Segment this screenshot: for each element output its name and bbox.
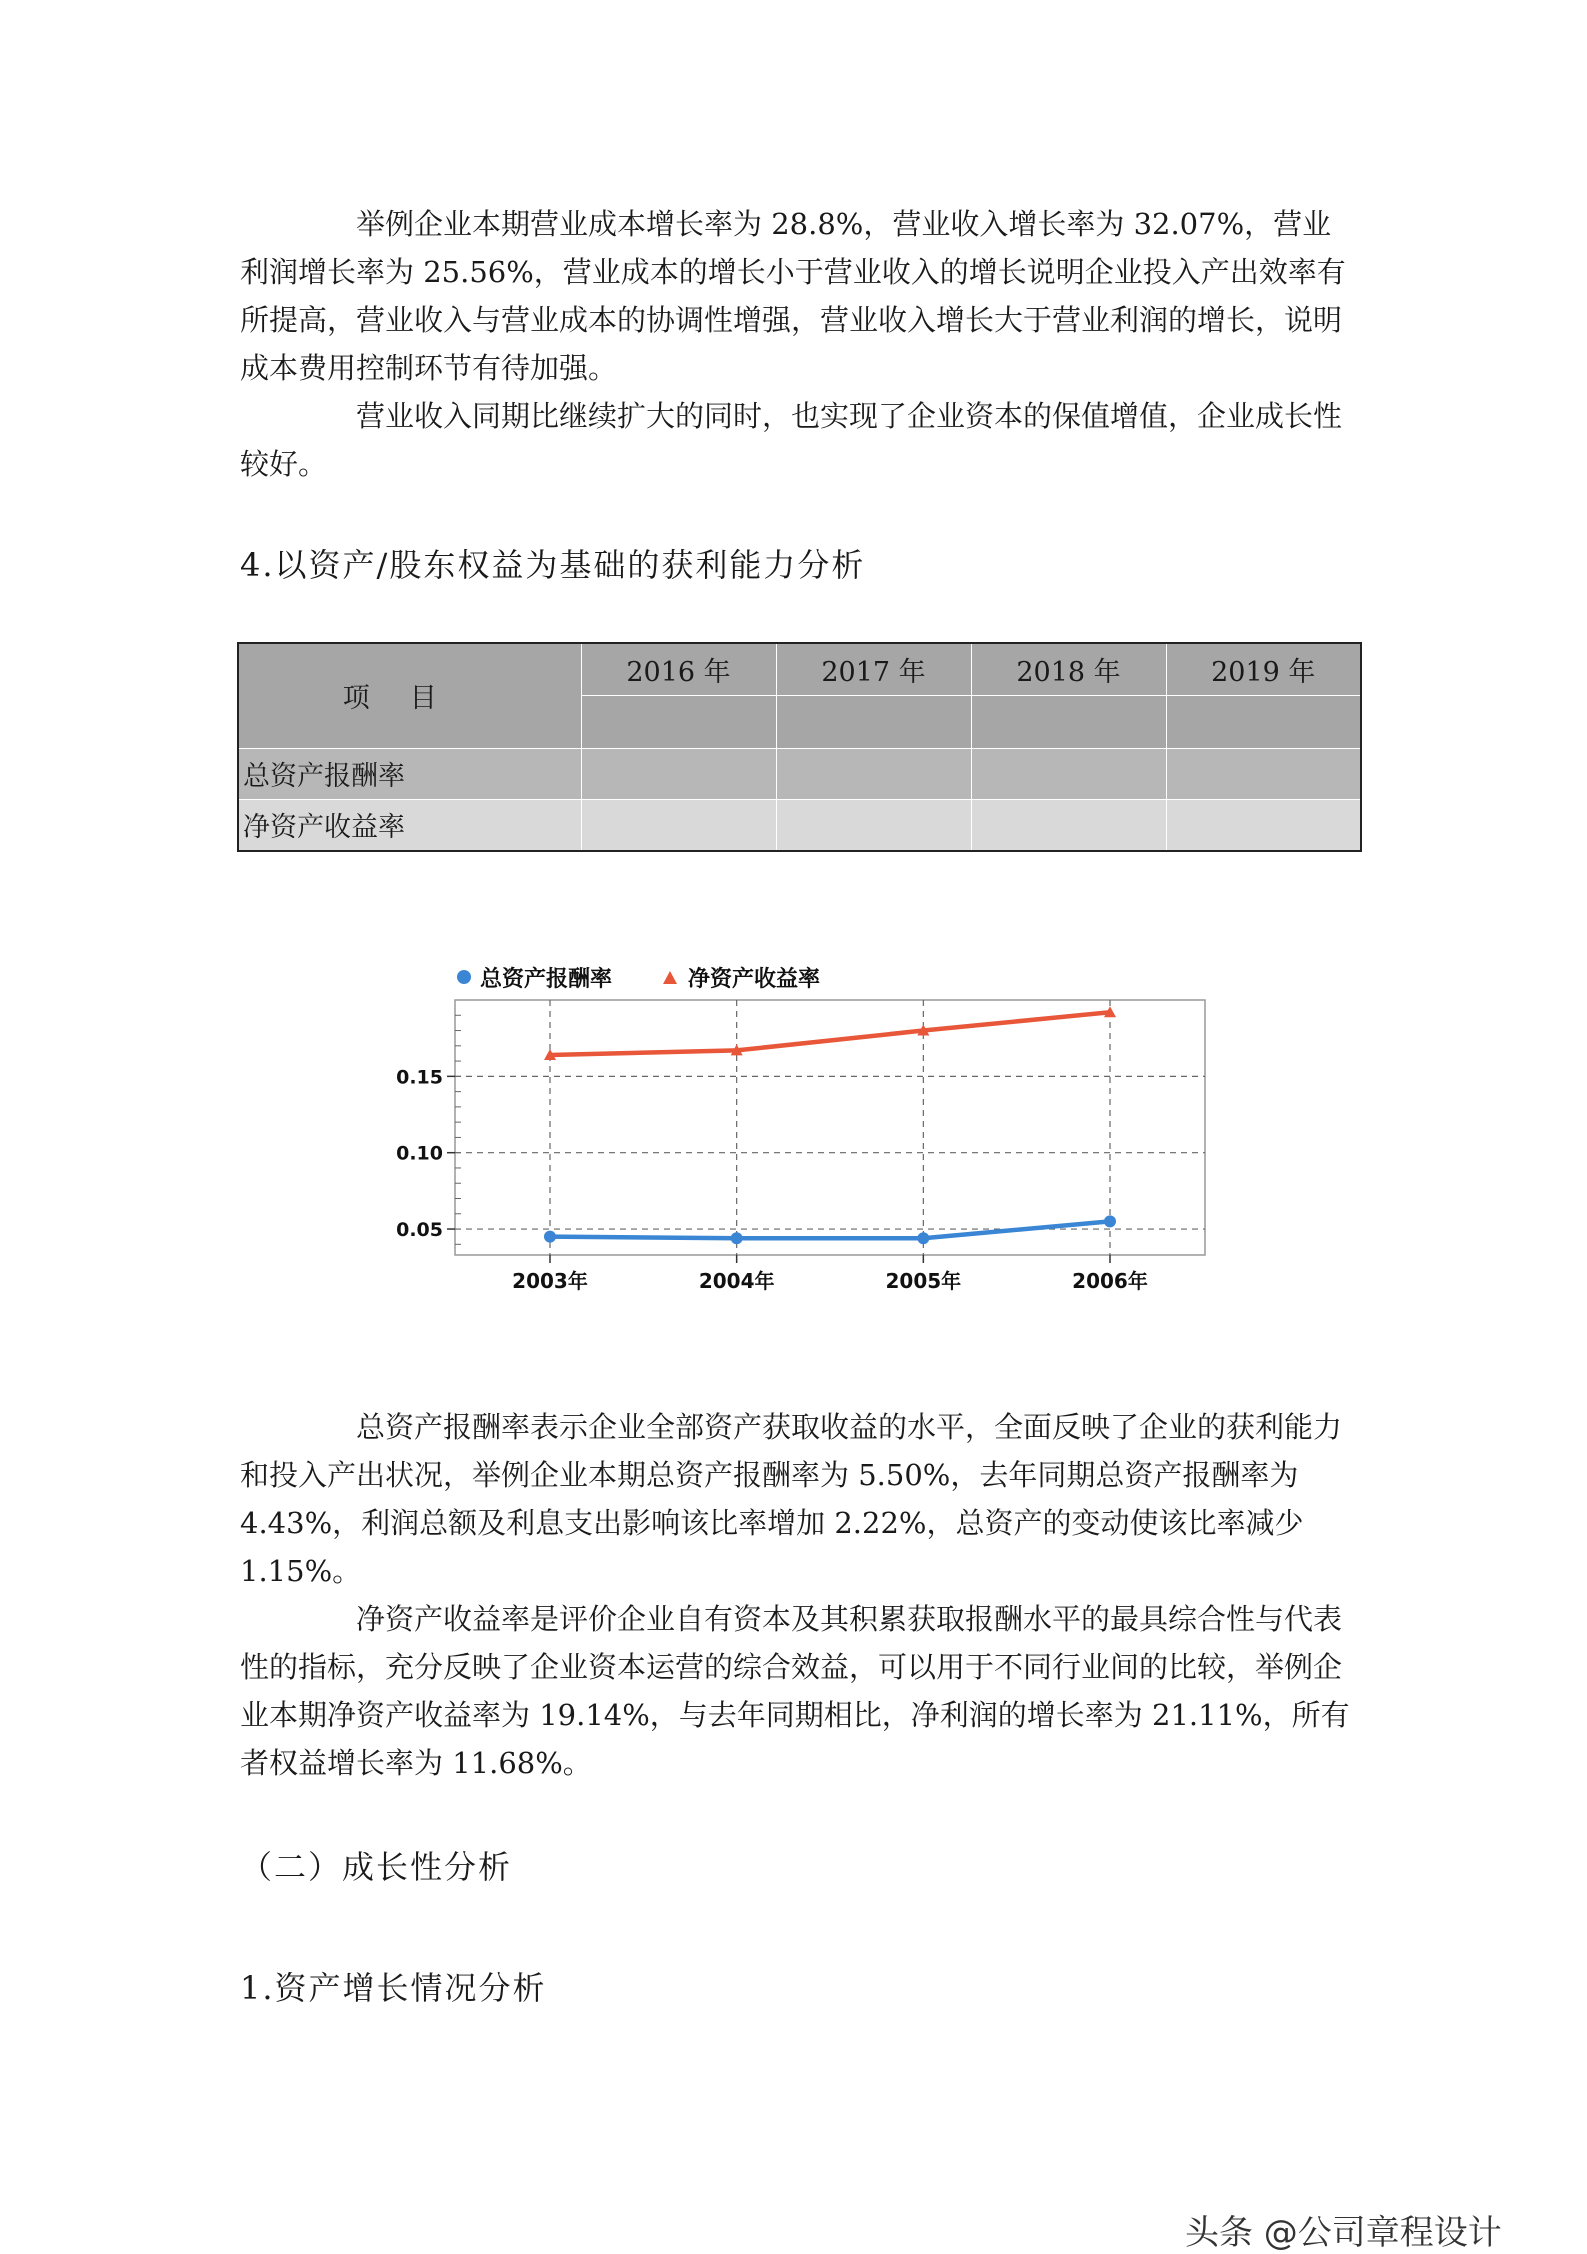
table-cell	[581, 748, 776, 799]
table-cell	[971, 748, 1166, 799]
watermark: 头条 @公司章程设计	[1185, 2213, 1502, 2253]
y-tick-label: 0.10	[396, 1142, 443, 1165]
table-cell	[971, 799, 1166, 851]
series-line-1	[550, 1221, 1110, 1238]
table-cell	[776, 696, 971, 749]
paragraph-roe	[240, 1595, 1360, 1787]
paragraph-text: 举例企业本期营业成本增长率为 28.8%，营业收入增长率为 32.07%，营业利润增长率为 25.56%，营业成本的增长小于营业收入的增长说明企业投入产出效率有所提高，营业收入与营业成本的协调性增强，营业收入增长大于营业利润的增长，说明成本费用控制环节有待加强。	[240, 207, 1346, 385]
profitability-line-chart	[380, 945, 1230, 1325]
table-cell	[776, 748, 971, 799]
table-row	[238, 748, 1361, 799]
paragraph-cost-growth	[240, 200, 1360, 392]
table-cell	[581, 696, 776, 749]
legend-label-roe: 净资产收益率	[688, 967, 821, 992]
data-point	[544, 1231, 556, 1243]
legend-label-total-asset: 总资产报酬率	[480, 967, 613, 992]
table-row	[238, 799, 1361, 851]
paragraph-revenue-expansion	[240, 392, 1360, 488]
table-header-year: 2016 年	[581, 643, 776, 696]
data-point	[917, 1232, 929, 1244]
x-tick-label: 2004年	[698, 1269, 775, 1293]
legend-marker-roe	[663, 971, 677, 984]
paragraph-text: 净资产收益率是评价企业自有资本及其积累获取报酬水平的最具综合性与代表性的指标，充分反映了企业资本运营的综合效益，可以用于不同行业间的比较，举例企业本期净资产收益率为 19.14%，与去年同期相比，净利润的增长率为 21.11%，所有者权益增长率为 11.68%。	[240, 1602, 1350, 1780]
table-cell	[971, 696, 1166, 749]
section-heading-profitability: 4.以资产/股东权益为基础的获利能力分析	[240, 546, 866, 584]
section-heading-asset-growth: 1.资产增长情况分析	[240, 1969, 547, 2007]
x-tick-label: 2005年	[885, 1269, 962, 1293]
table-header-year: 2018 年	[971, 643, 1166, 696]
table-header-item: 项目	[238, 643, 581, 748]
y-tick-label: 0.05	[396, 1219, 443, 1242]
legend-marker-total-asset	[457, 970, 471, 984]
table-header-year: 2019 年	[1166, 643, 1361, 696]
table-cell	[1166, 696, 1361, 749]
table-cell	[581, 799, 776, 851]
paragraph-total-asset-return	[240, 1403, 1360, 1595]
section-heading-growth: （二）成长性分析	[240, 1848, 513, 1886]
x-tick-label: 2003年	[512, 1269, 588, 1293]
series	[544, 1006, 1116, 1244]
table-row-label: 总资产报酬率	[238, 748, 581, 799]
axes	[396, 1015, 1148, 1293]
data-point	[731, 1232, 743, 1244]
paragraph-text: 营业收入同期比继续扩大的同时，也实现了企业资本的保值增值，企业成长性较好。	[240, 399, 1343, 481]
x-tick-label: 2006年	[1072, 1269, 1148, 1293]
profitability-table	[237, 642, 1362, 852]
paragraph-text: 总资产报酬率表示企业全部资产获取收益的水平，全面反映了企业的获利能力和投入产出状况，举例企业本期总资产报酬率为 5.50%，去年同期总资产报酬率为 4.43%，利润总额及利息支出影响该比率增加 2.22%，总资产的变动使该比率减少 1.15%。	[240, 1410, 1343, 1588]
data-point	[1104, 1215, 1116, 1227]
table-row-label: 净资产收益率	[238, 799, 581, 851]
table-cell	[1166, 799, 1361, 851]
table-cell	[1166, 748, 1361, 799]
table-header-year: 2017 年	[776, 643, 971, 696]
series-line-2	[550, 1012, 1110, 1055]
y-tick-label: 0.15	[396, 1066, 443, 1089]
table-cell	[776, 799, 971, 851]
